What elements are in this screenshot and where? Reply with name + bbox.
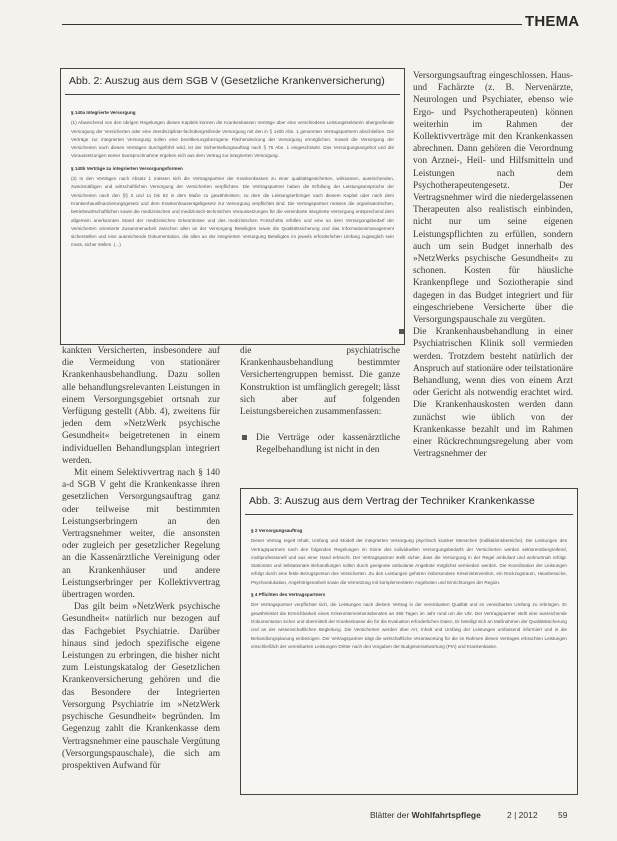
page-number: 59 — [558, 810, 568, 820]
paragraph: Versorgungsauftrag eingeschlossen. Haus- und Fachärzte (z. B. Nervenärzte, Neurologen und Psychiater, ebenso wie Ergo- und Psychotherapeuten) können weiterhin im Rahmen der Kollektivverträge mit den Krankenkassen abrechnen. Dann gehören die Verordnung von Arznei-, Heil- und Hilfsmitteln und Leistungen nach dem Psychotherapeutengesetz. Der Vertragsnehmer wird die niedergelassenen Therapeuten also realistisch einbinden, nicht nur um seine eigenen Leistungspflichten zu erfüllen, sondern auch um sein Budget innerhalb des »NetzWerks psychische Gesundheit« zu schonen. Kosten für häusliche Krankenpflege und Soziotherapie sind dagegen in das Budget integriert und für eingeschriebene Versicherte über die Versorgungspauschale zu vergüten. — [413, 71, 573, 326]
paragraph: die psychiatrische Krankenhausbehandlung bestimmter Versichertengruppen bemisst. Die ganze Konstruktion ist umfänglich geregelt; lässt sich aber auf folgenden Leistungsbereichen zusammenfassen: — [240, 346, 400, 418]
bullet-square-icon — [399, 329, 404, 334]
figure-box-abb3 — [240, 488, 578, 795]
header-rule — [62, 24, 522, 25]
figure-divider — [245, 514, 573, 515]
text-column-middle — [240, 345, 400, 457]
bullet-item — [240, 432, 400, 456]
section-heading: § 140b Verträge zu integrierten Versorgungsformen — [71, 165, 183, 171]
figure-body — [71, 109, 394, 254]
section-text: (3) In den Verträgen nach Absatz 1 müssen sich die Vertragspartner der Krankenkassen zu einer qualitätsgesicherten, wirksamen, ausreichenden, zweckmäßigen und wirtschaftlichen Versorgung der Versicherten verpflichten. Die Vertragspartner haben die Erfüllung der Leistungsansprüche der Versicherten nach den §§ 2 und 11 bis 62 in dem Maße zu gewährleisten, zu dem die Leistungserbringer nach diesem Kapitel oder nach dem Krankenhausfinanzierungsgesetz und dem Krankenhausentgeltgesetz zur Versorgung verpflichtet sind. Die Vertragspartner müssen die organisatorischen, betriebswirtschaftlichen sowie die medizinischen und medizinisch-technischen Voraussetzungen für die vereinbarte integrierte Versorgung entsprechend dem allgemein anerkannten Stand der medizinischen Erkenntnisse und des medizinischen Fortschritts erfüllen und eine an dem Versorgungsbedarf der Versicherten orientierte Zusammenarbeit zwischen allen an der Versorgung Beteiligten sowie die Qualitätssicherung und das Informationsmanagement sicherstellen und eine ausreichende Dokumentation, die allen an der integrierten Versorgung Beteiligten im jeweils erforderlichen Umfang zugänglich sein muss, sicher stellen. (...) — [71, 176, 394, 248]
bullet-text: Die Verträge oder kassenärztliche Regelbehandlung ist nicht in den — [256, 433, 400, 456]
paragraph: Mit einem Selektivvertrag nach § 140 a-d SGB V geht die Krankenkasse ihren gesetzlichen Versorgungsauftrag ganz oder teilweise mit bestimmten Leistungserbringern an den Vertragsnehmer weiter, die ansonsten oder zugleich per gesetzlicher Regelung an die Kassenärztliche Vereinigung oder an Krankenhäuser und andere Leistungserbringer per Kollektivvertrag übertragen worden. — [62, 468, 220, 601]
text-column-left — [62, 345, 220, 772]
bullet-text: Die Krankenhausbehandlung in einer Psychiatrischen Klinik soll vermieden werden. Trotzdem besteht natürlich der Anspruch auf stationäre oder teilstationäre Behandlung, wenn dies von einem Arzt oder Gericht als notwendig erachtet wird. Die Krankenhauskosten werden dann zunächst wie üblich von der Krankenkasse bezahlt und im Rahmen einer Rückrechnungsregelung aber vom Vertragsnehmer der — [413, 327, 573, 460]
section-text: (1) Abweichend von den übrigen Regelungen dieses Kapitels können die Krankenkassen Verträge über eine verschiedene Leistungssektoren übergreifende Versorgung der Versicherten oder eine interdisziplinär-fachübergreifende Versorgung mit den in § 140b Abs. 1 genannten Vertragspartnern abschließen. Die Verträge zur integrierten Versorgung sollen eine bevölkerungsbezogene Flächendeckung der Versorgung ermöglichen. Soweit die Versorgung der Versicherten nach diesen Verträgen durchgeführt wird, ist der Sicherstellungsauftrag nach § 75 Abs. 1 eingeschränkt. Das Versorgungsangebot und die Voraussetzungen seiner Inanspruchnahme ergeben sich aus dem Vertrag zur integrierten Versorgung. — [71, 120, 394, 159]
bullet-square-icon — [242, 435, 247, 440]
text-column-right — [413, 70, 573, 461]
issue-number: 2 | 2012 — [507, 810, 538, 820]
figure-body — [251, 527, 567, 655]
section-heading: § 4 Pflichten des Vertragspartners — [251, 592, 326, 598]
section-heading: § 2 Versorgungsauftrag — [251, 528, 303, 533]
figure-box-abb2 — [60, 68, 405, 345]
section-title: THEMA — [525, 13, 580, 30]
section-text: Dieser Vertrag regelt Inhalt, Umfang und Modell der integrierten Versorgung psychisch kranker Menschen (Indikationsbereiche). Die Leistungen des Vertragspartners nach den folgenden Regelungen im Sinne des individuellen Versorgungsbedarfs der Versicherten werden sektorenübergreifend, multiprofessionell und aus einer Hand erbracht. Der Vertragspartner stellt sicher, dass die Versorgung in der Regel ambulant und wohnortnah erfolgt. Stationäre und teilstationäre Behandlungen sollen durch geeignete ambulante Angebote möglichst vermieden werden. Die Koordination der Leistungen erfolgt durch eine feste Bezugsperson des Versicherten. Zu den Leistungen gehören insbesondere Krisenintervention, ein Rückzugsraum, Hausbesuche, Psychoedukation, Angehörigenarbeit sowie die Vernetzung mit komplementären Angeboten und Einrichtungen der Region. — [251, 538, 567, 585]
figure-title: Abb. 3: Auszug aus dem Vertrag der Techniker Krankenkasse — [249, 495, 535, 507]
bullet-item — [397, 326, 573, 460]
section-text: Der Vertragspartner verpflichtet sich, die Leistungen nach diesem Vertrag in der vereinbarten Qualität und im vereinbarten Umfang zu erbringen. Er gewährleistet die Erreichbarkeit eines Kriseninterventionsdienstes an 365 Tagen im Jahr rund um die Uhr. Der Vertragspartner stellt eine ausreichende Dokumentation sicher und übermittelt der Krankenkasse die für die Evaluation erforderlichen Daten. Er beteiligt sich an Maßnahmen der Qualitätssicherung und an der wissenschaftlichen Begleitung. Die Versicherten werden über Art, Inhalt und Umfang der Leistungen umfassend informiert und in die Behandlungsplanung einbezogen. Der Vertragspartner trägt die wirtschaftliche Verantwortung für die im Rahmen dieses Vertrages erbrachten Leistungen einschließlich der vereinbarten Leistungen Dritter nach den Vorgaben der Budgetverantwortung (PIA) und Krankenkasse. — [251, 602, 567, 649]
journal-name — [370, 810, 481, 820]
journal-title-bold: Wohlfahrtspflege — [411, 810, 481, 820]
section-heading: § 140a Integrierte Versorgung — [71, 110, 136, 115]
paragraph: Das gilt beim »NetzWerk psychische Gesundheit« natürlich nur bezogen auf das Fachgebiet Psychiatrie. Darüber hinaus sind jedoch spezifische eigene Leistungen zu erbringen, die bisher nicht zum Leistungskatalog der Gesetzlichen Krankenversicherung gehören und die das Besondere der Integrierten Versorgung Psychiatrie im »NetzWerk psychische Gesundheit« begründen. Im Gegenzug zahlt die Krankenkasse dem Vertragsnehmer eine pauschale Vergütung (Versorgungspauschale), die sich am prospektiven Aufwand für — [62, 602, 220, 771]
figure-title: Abb. 2: Auszug aus dem SGB V (Gesetzliche Krankenversicherung) — [69, 75, 385, 87]
paragraph: kankten Versicherten, insbesondere auf die Vermeidung von stationärer Krankenhausbehandlung. Dazu sollen alle behandlungsrelevanten Leistungen in einem Versorgungsgebiet ortsnah zur Verfügung gestellt (Abb. 4), zweitens für jeden dem »NetzWerk psychische Gesundheit« beigetretenen in einem individuellen Behandlungsplan integriert werden. — [62, 346, 220, 466]
journal-prefix: Blätter der — [370, 810, 412, 820]
figure-divider — [65, 94, 400, 95]
